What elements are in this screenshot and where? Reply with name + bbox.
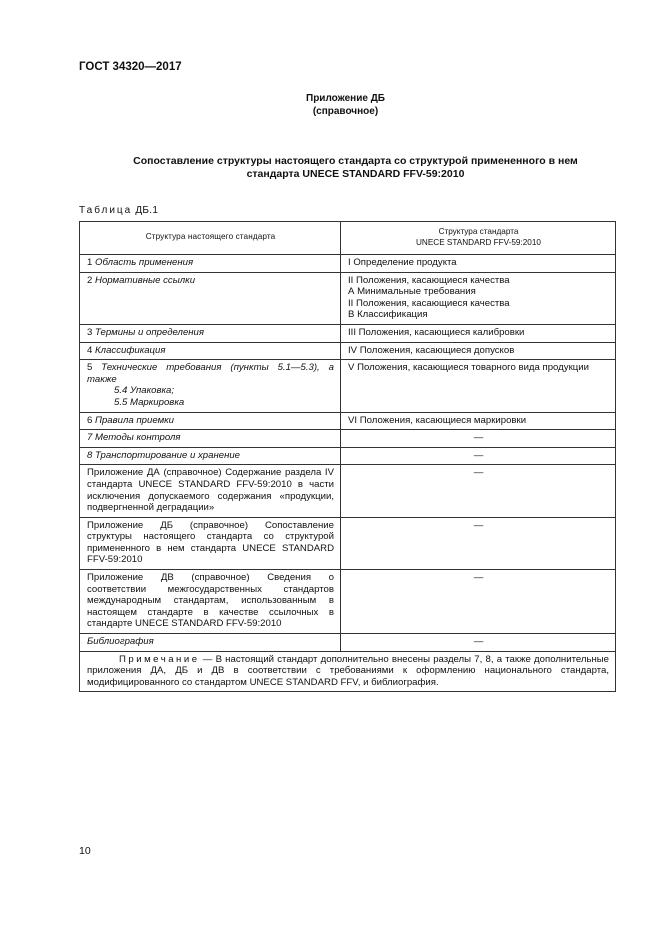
header-this-standard: Структура настоящего стандарта [80,222,341,255]
right-line: IV Положения, касающиеся допусков [348,344,515,356]
right-cell [341,412,616,430]
table-row [80,255,616,273]
right-cell: — [341,570,616,634]
left-cell: Приложение ДБ (справочное) Сопоставление структуры настоящего стандарта со структурой примененного в нем стандарта UNECE STANDARD FFV-59:2010 [80,517,341,569]
section-number: 1 [87,257,93,268]
structure-comparison-table [79,221,616,692]
page-number: 10 [79,845,91,857]
table-header-row [80,222,616,255]
right-line: А Минимальные требования [348,286,476,298]
right-line: II Положения, касающиеся качества [348,297,510,309]
note-text: — В настоящий стандарт дополнительно внесены разделы 7, 8, а также дополнительные приложения ДА, ДБ и ДВ в соответствии с требованиями к оформлению национального стандарта, модифицированного со стандартом UNECE STANDARD FFV, и библиография. [87,653,609,688]
section-title: Область применения [95,257,194,268]
table-row [80,430,616,448]
left-cell [80,272,341,324]
table-note-row [80,651,616,692]
right-line: I Определение продукта [348,257,457,268]
right-line: В Классификация [348,309,428,321]
right-line: V Положения, касающиеся товарного вида продукции [348,362,589,374]
section-title: Правила приемки [95,414,175,426]
left-cell [80,360,341,412]
left-cell [80,324,341,342]
table-row [80,342,616,360]
section-number: 4 [87,344,93,356]
right-cell: — [341,465,616,517]
table-row [80,517,616,569]
left-cell: 8 Транспортирование и хранение [80,447,341,465]
header-unece-standard [341,222,616,255]
table-row [80,447,616,465]
right-cell: — [341,430,616,448]
document-code: ГОСТ 34320—2017 [79,61,182,73]
left-cell: 7 Методы контроля [80,430,341,448]
page-title [90,155,621,181]
section-title: Классификация [95,344,166,356]
left-cell: Приложение ДВ (справочное) Сведения о соответствии межгосударственных стандартов международным стандартам, использованным в настоящем стандарте в качестве ссылочных в стандарте UNECE STANDARD FFV-59:2010 [80,570,341,634]
section-number: 5 [87,362,93,374]
left-cell [80,412,341,430]
right-cell [341,324,616,342]
header-unece-line-2: UNECE STANDARD FFV-59:2010 [416,237,541,247]
appendix-subtitle: (справочное) [312,106,379,117]
table-caption [79,205,158,216]
right-line: II Положения, касающиеся качества [348,274,510,286]
table-row [80,324,616,342]
right-line: VI Положения, касающиеся маркировки [348,414,527,426]
right-cell: — [341,447,616,465]
table-row [80,360,616,412]
section-title: Термины и определения [95,326,205,338]
table-note [80,651,616,692]
right-cell [341,272,616,324]
right-cell: — [341,634,616,652]
table-caption-label: Таблица [79,205,133,216]
table-row [80,272,616,324]
section-text [87,362,334,385]
table-row [80,570,616,634]
right-cell: — [341,517,616,569]
left-cell: Приложение ДА (справочное) Содержание раздела IV стандарта UNECE STANDARD FFV-59:2010 в части исключения допускаемого содержания «продукции, подвергненной деградации» [80,465,341,517]
table-caption-number: ДБ.1 [135,205,159,216]
sub-item-marking: 5.5 Маркировка [114,396,185,408]
sub-item-packaging: 5.4 Упаковка; [114,385,175,397]
left-cell [80,342,341,360]
table-row [80,465,616,517]
table-row [80,412,616,430]
note-label: Примечание [119,653,200,665]
table-row [80,634,616,652]
appendix-title: Приложение ДБ [306,93,385,104]
left-cell [80,255,341,273]
right-line: III Положения, касающиеся калибровки [348,326,525,338]
page-title-line-2: стандарта UNECE STANDARD FFV-59:2010 [246,168,465,180]
section-number: 6 [87,414,93,426]
section-title: Технические требования (пункты 5.1—5.3), а также [87,362,334,385]
right-cell [341,255,616,273]
page-title-line-1: Сопоставление структуры настоящего стандарта со структурой примененного в нем [133,155,578,167]
section-title: Нормативные ссылки [95,274,196,286]
right-cell [341,360,616,412]
left-cell: Библиография [80,634,341,652]
section-number: 2 [87,274,93,286]
appendix-heading [0,92,661,118]
section-number: 3 [87,326,93,338]
right-cell [341,342,616,360]
header-unece-line-1: Структура стандарта [438,227,519,236]
